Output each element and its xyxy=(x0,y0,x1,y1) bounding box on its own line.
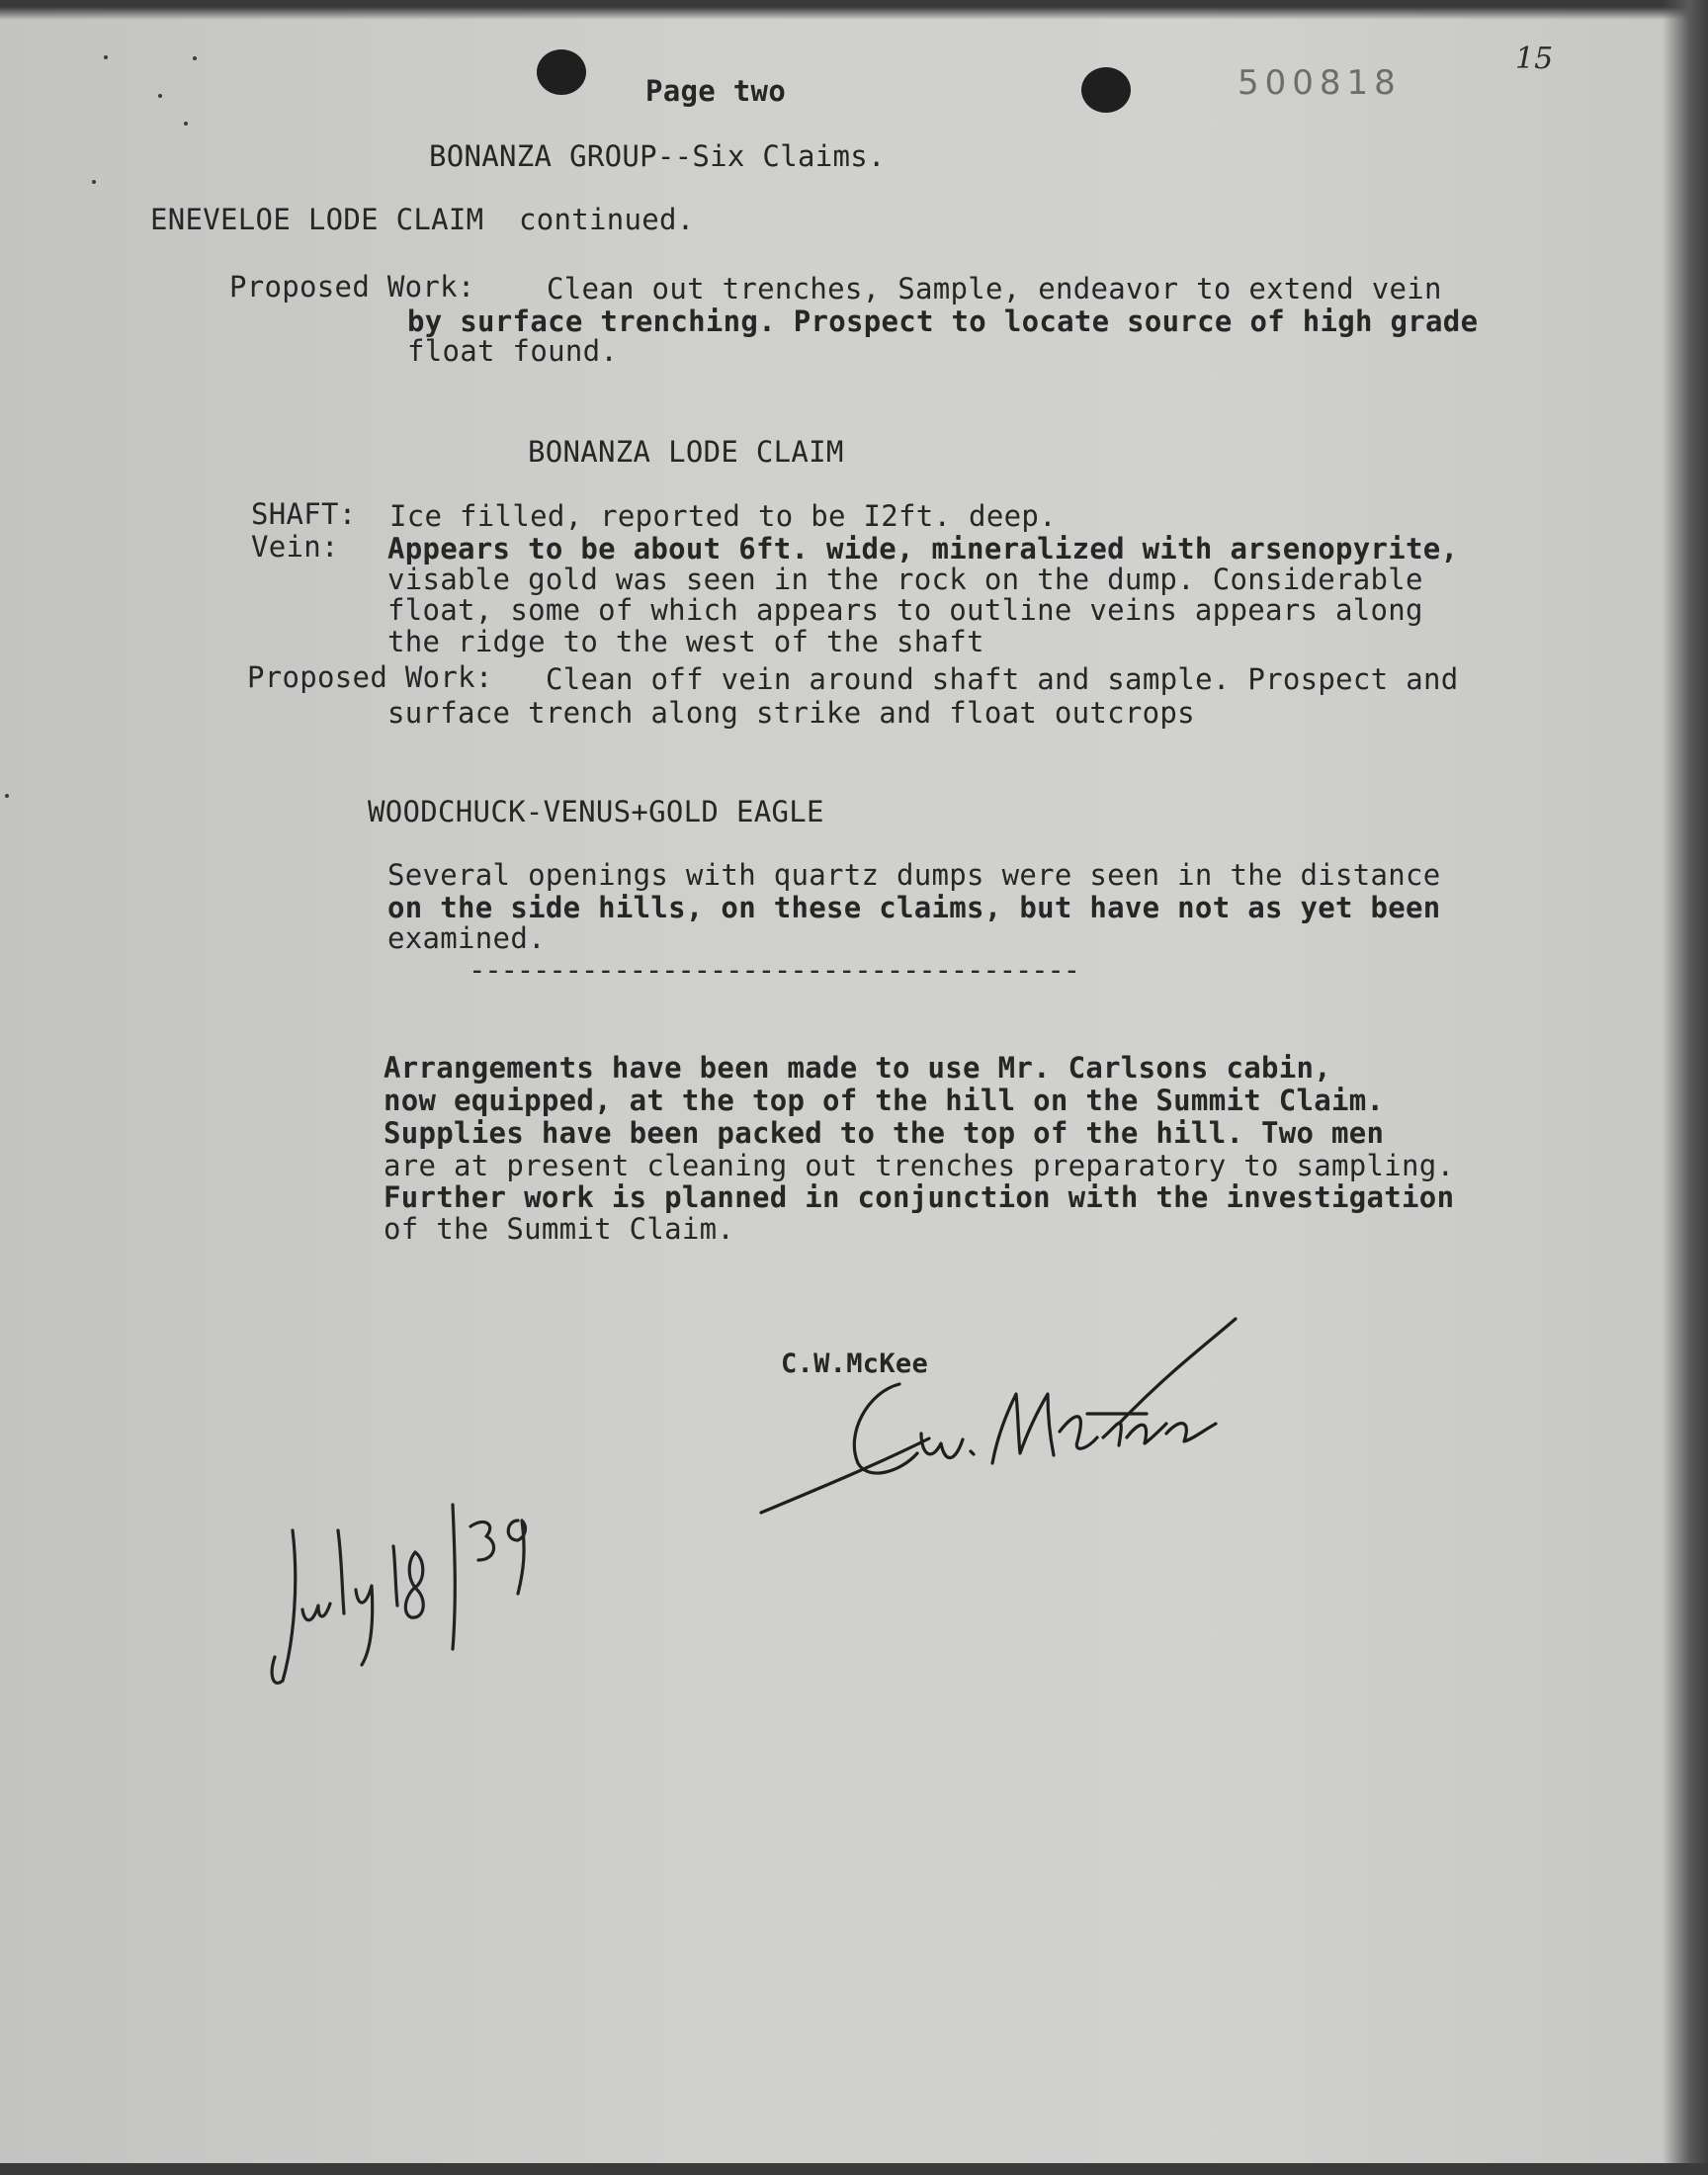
eneveloe-heading: ENEVELOE LODE CLAIM continued. xyxy=(150,203,695,236)
woodchuck-line: on the side hills, on these claims, but have not as yet been xyxy=(387,891,1441,924)
punch-hole-right xyxy=(1081,67,1131,113)
document-number-stamp: 500818 xyxy=(1238,63,1402,103)
arrangements-line: are at present cleaning out trenches preparatory to sampling. xyxy=(384,1149,1455,1182)
bonanza-proposed-line: Clean off vein around shaft and sample. Prospect and xyxy=(546,662,1459,696)
woodchuck-line: examined. xyxy=(387,921,546,955)
folio-number: 15 xyxy=(1515,42,1554,76)
bonanza-proposed-line: surface trench along strike and float outcrops xyxy=(387,696,1195,730)
vein-line: Appears to be about 6ft. wide, mineralized with arsenopyrite, xyxy=(387,532,1459,566)
shaft-label: SHAFT: xyxy=(251,497,357,531)
group-title: BONANZA GROUP--Six Claims. xyxy=(429,139,886,173)
speck xyxy=(104,55,108,59)
punch-hole-left xyxy=(537,49,586,95)
woodchuck-heading: WOODCHUCK-VENUS+GOLD EAGLE xyxy=(368,795,824,828)
speck xyxy=(193,56,197,60)
handwritten-date xyxy=(259,1491,546,1689)
separator-line: -------------------------------------- xyxy=(469,953,1079,987)
vein-line: float, some of which appears to outline veins appears along xyxy=(387,593,1423,627)
page-label: Page two xyxy=(645,74,787,108)
vein-line: visable gold was seen in the rock on the dump. Considerable xyxy=(387,563,1423,596)
speck xyxy=(5,794,9,798)
bonanza-heading: BONANZA LODE CLAIM xyxy=(528,435,844,469)
eneveloe-proposed-line: float found. xyxy=(407,334,619,368)
vein-label: Vein: xyxy=(251,530,339,564)
scan-right-edge xyxy=(1663,0,1708,2175)
arrangements-line: Further work is planned in conjunction with the investigation xyxy=(384,1180,1455,1214)
eneveloe-proposed-line: by surface trenching. Prospect to locate source of high grade xyxy=(407,304,1479,338)
bonanza-proposed-label: Proposed Work: xyxy=(247,660,493,694)
scan-top-edge xyxy=(0,0,1708,20)
woodchuck-line: Several openings with quartz dumps were seen in the distance xyxy=(387,858,1441,892)
eneveloe-proposed-line: Clean out trenches, Sample, endeavor to extend vein xyxy=(547,272,1442,305)
scan-bottom-edge xyxy=(0,2163,1708,2175)
shaft-text: Ice filled, reported to be I2ft. deep. xyxy=(389,499,1057,533)
speck xyxy=(158,94,162,98)
arrangements-line: Arrangements have been made to use Mr. Carlsons cabin, xyxy=(384,1051,1332,1085)
arrangements-line: of the Summit Claim. xyxy=(384,1212,735,1246)
speck xyxy=(184,122,188,126)
typed-name: C.W.McKee xyxy=(781,1348,928,1379)
eneveloe-proposed-label: Proposed Work: xyxy=(229,270,475,304)
handwritten-signature xyxy=(751,1315,1265,1542)
speck xyxy=(92,180,96,184)
arrangements-line: now equipped, at the top of the hill on the Summit Claim. xyxy=(384,1084,1385,1117)
arrangements-line: Supplies have been packed to the top of the hill. Two men xyxy=(384,1116,1385,1150)
vein-line: the ridge to the west of the shaft xyxy=(387,625,984,658)
